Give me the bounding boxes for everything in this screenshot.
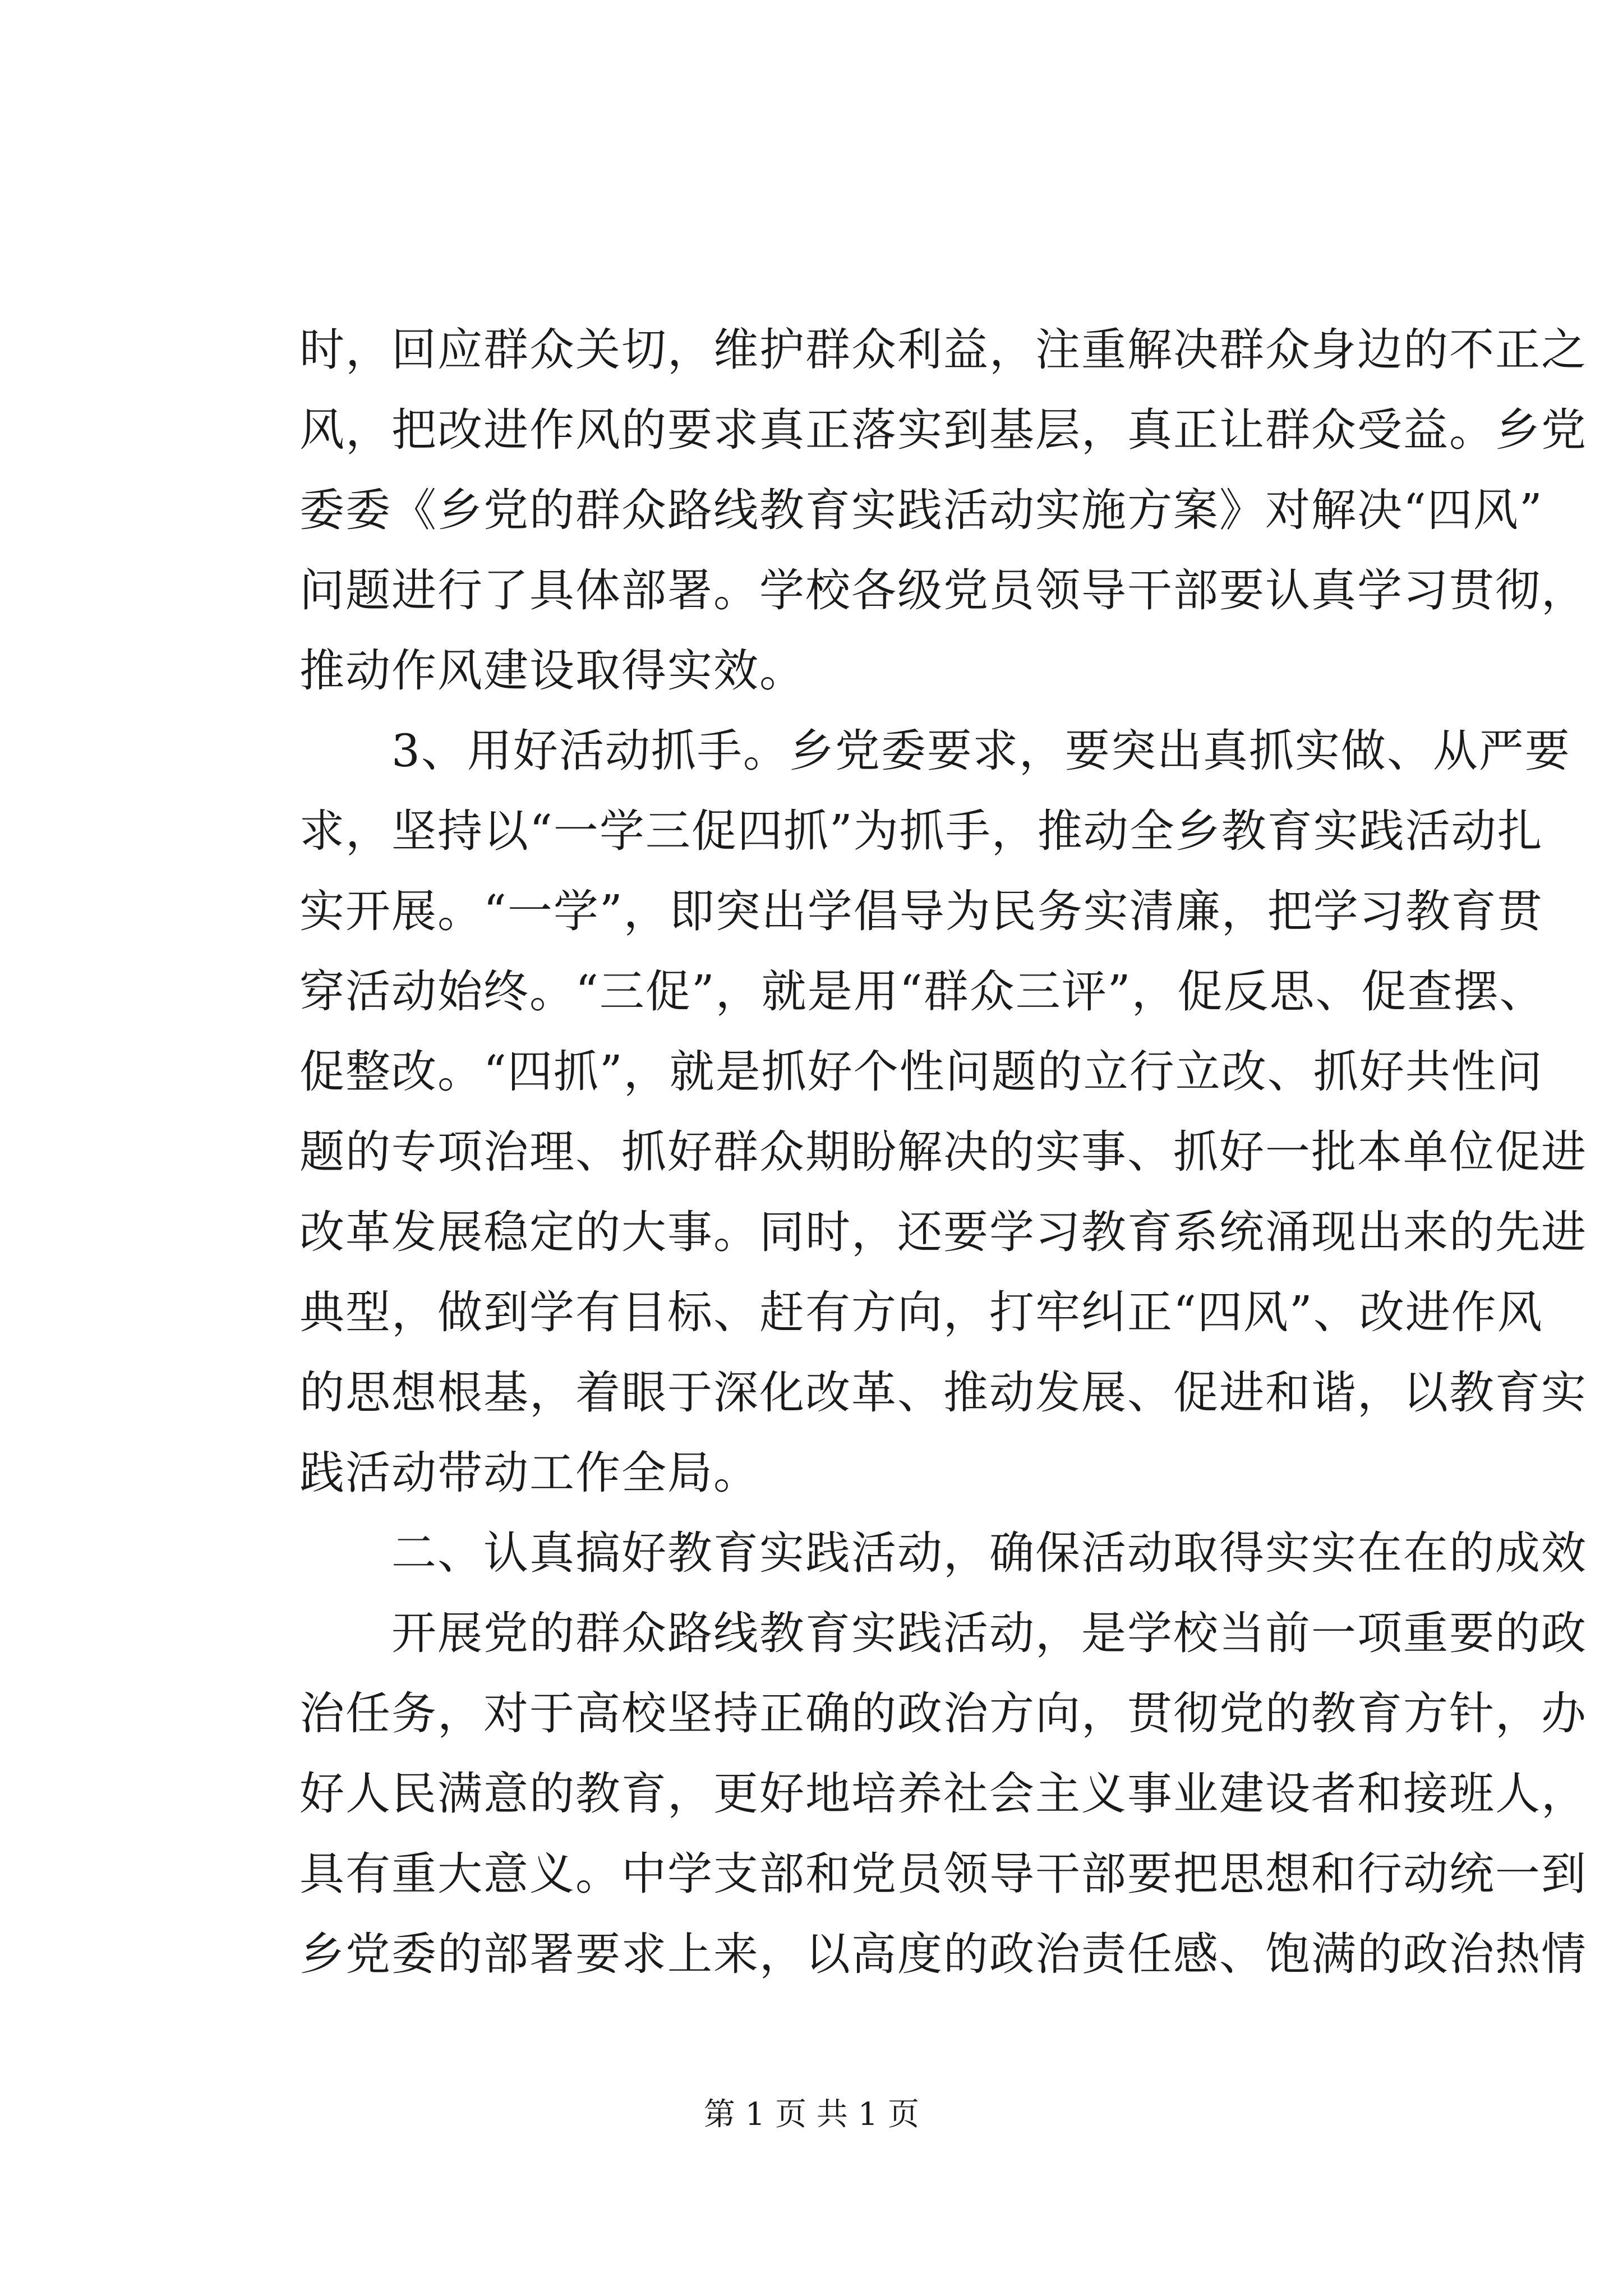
text-line: 促整改。“四抓”，就是抓好个性问题的立行立改、抓好共性问 [299,1046,1543,1098]
text-line: 穿活动始终。“三促”，就是用“群众三评”，促反思、促查摆、 [299,965,1546,1018]
page-number-footer: 第 1 页 共 1 页 [703,2096,920,2133]
text-line: 委委《乡党的群众路线教育实践活动实施方案》对解决“四风” [299,484,1543,536]
text-line: 乡党委的部署要求上来，以高度的政治责任感、饱满的政治热情 [299,1928,1587,1980]
text-line: 开展党的群众路线教育实践活动，是学校当前一项重要的政 [299,1607,1587,1659]
text-line: 典型，做到学有目标、赶有方向，打牢纠正“四风”、改进作风 [299,1286,1543,1338]
text-line: 治任务，对于高校坚持正确的政治方向，贯彻党的教育方针，办 [299,1687,1587,1740]
text-line: 时，回应群众关切，维护群众利益，注重解决群众身边的不正之 [299,324,1587,376]
text-line: 题的专项治理、抓好群众期盼解决的实事、抓好一批本单位促进 [299,1126,1587,1178]
text-line: 的思想根基，着眼于深化改革、推动发展、促进和谐，以教育实 [299,1366,1587,1419]
text-line: 推动作风建设取得实效。 [299,645,805,697]
text-line: 求，坚持以“一学三促四抓”为抓手，推动全乡教育实践活动扎 [299,805,1543,857]
text-line: 具有重大意义。中学支部和党员领导干部要把思想和行动统一到 [299,1848,1587,1900]
text-line: 践活动带动工作全局。 [299,1447,759,1499]
text-line: 好人民满意的教育，更好地培养社会主义事业建设者和接班人， [299,1768,1587,1820]
text-line: 问题进行了具体部署。学校各级党员领导干部要认真学习贯彻， [299,564,1587,616]
text-line: 3、用好活动抓手。乡党委要求，要突出真抓实做、从严要 [299,725,1571,777]
text-line: 风，把改进作风的要求真正落实到基层，真正让群众受益。乡党 [299,404,1587,456]
section-heading: 二、认真搞好教育实践活动，确保活动取得实实在在的成效 [299,1527,1587,1579]
text-line: 实开展。“一学”，即突出学倡导为民务实清廉，把学习教育贯 [299,885,1543,937]
text-line: 改革发展稳定的大事。同时，还要学习教育系统涌现出来的先进 [299,1206,1587,1258]
